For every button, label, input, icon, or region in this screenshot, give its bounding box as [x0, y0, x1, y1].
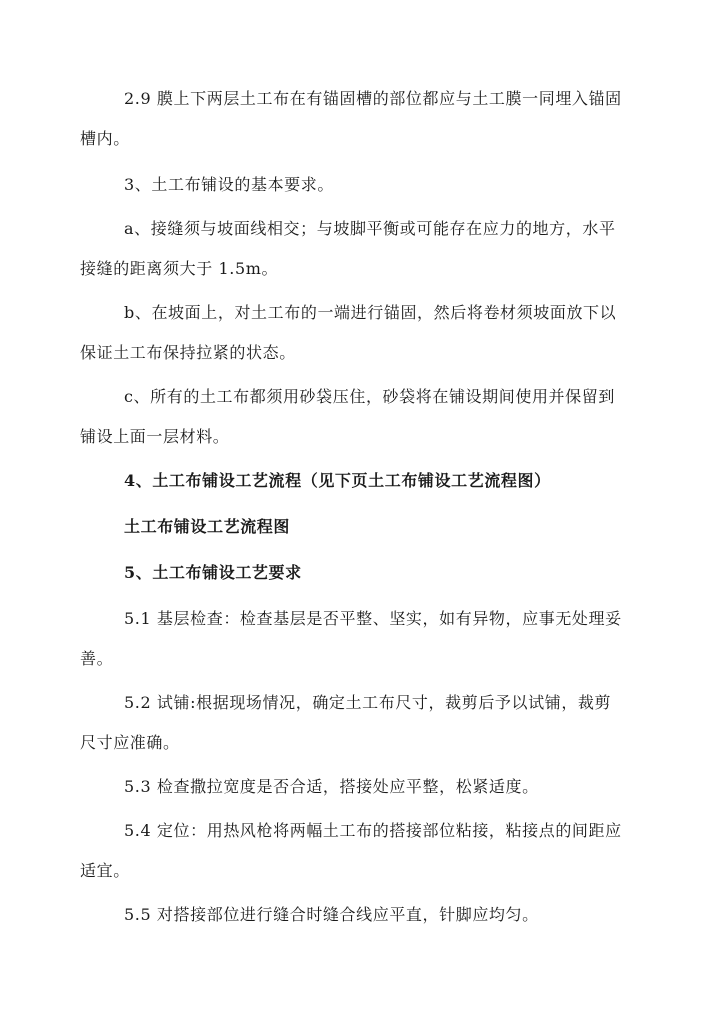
item-5-2-line-1: 5.2 试铺:根据现场情况，确定土工布尺寸，裁剪后予以试铺，裁剪 [124, 693, 612, 712]
item-5-4-line-2: 适宜。 [80, 861, 130, 880]
paragraph-2-9-line-1: 2.9 膜上下两层土工布在有锚固槽的部位都应与土工膜一同埋入锚固 [124, 89, 622, 108]
item-a-line-1: a、接缝须与坡面线相交；与坡脚平衡或可能存在应力的地方，水平 [124, 219, 616, 238]
item-a-line-2: 接缝的距离须大于 1.5m。 [80, 259, 279, 278]
item-c-line-1: c、所有的土工布都须用砂袋压住，砂袋将在铺设期间使用并保留到 [124, 387, 615, 406]
item-5-1-line-1: 5.1 基层检查：检查基层是否平整、坚实，如有异物，应事无处理妥 [124, 609, 622, 628]
item-c-line-2: 铺设上面一层材料。 [80, 427, 230, 446]
paragraph-2-9-line-2: 槽内。 [80, 129, 130, 148]
item-b-line-1: b、在坡面上，对土工布的一端进行锚固，然后将卷材须坡面放下以 [124, 303, 617, 322]
item-5-1-line-2: 善。 [80, 649, 114, 668]
item-5-5: 5.5 对搭接部位进行缝合时缝合线应平直，针脚应均匀。 [124, 905, 539, 924]
item-5-4-line-1: 5.4 定位：用热风枪将两幅土工布的搭接部位粘接，粘接点的间距应 [124, 821, 622, 840]
item-5-2-line-2: 尺寸应准确。 [80, 733, 180, 752]
section-3-heading: 3、土工布铺设的基本要求。 [124, 175, 334, 194]
flowchart-title: 土工布铺设工艺流程图 [124, 517, 291, 536]
section-5-heading: 5、土工布铺设工艺要求 [124, 563, 302, 582]
item-b-line-2: 保证土工布保持拉紧的状态。 [80, 343, 296, 362]
item-5-3: 5.3 检查撒拉宽度是否合适，搭接处应平整，松紧适度。 [124, 777, 539, 796]
section-4-heading: 4、土工布铺设工艺流程（见下页土工布铺设工艺流程图） [124, 471, 551, 490]
